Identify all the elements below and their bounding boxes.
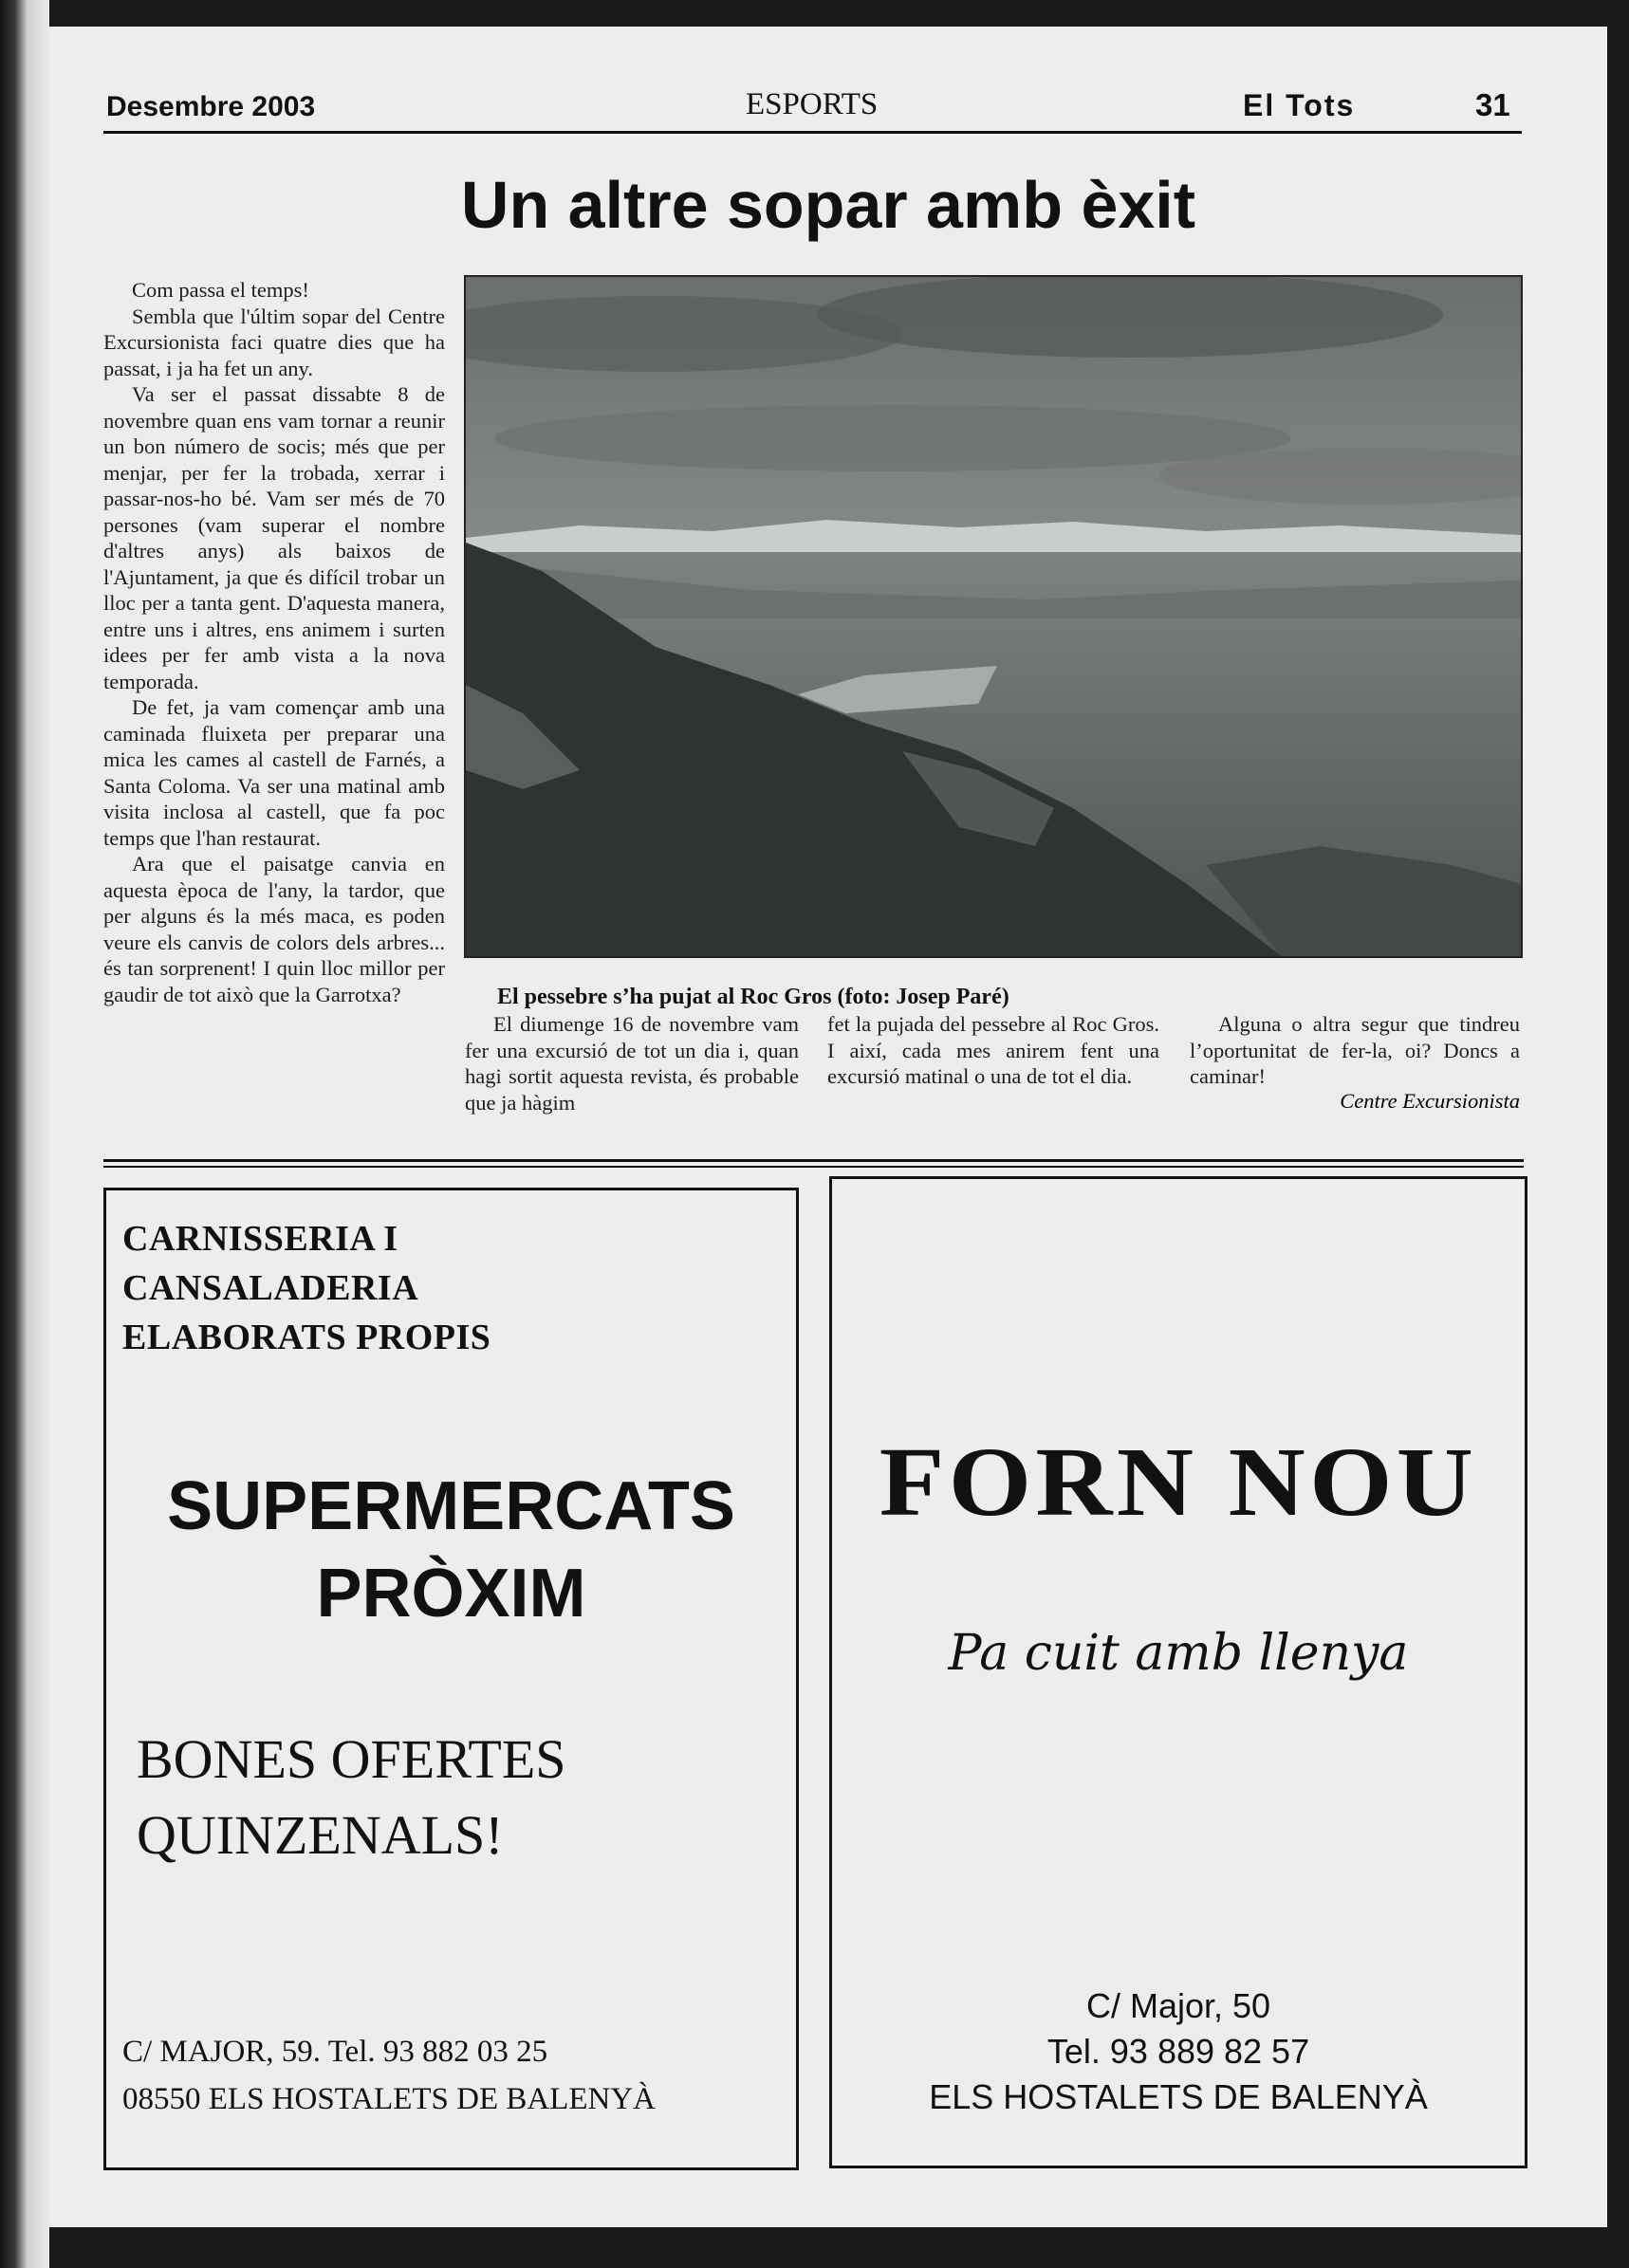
page-number: 31 (1475, 87, 1510, 122)
ad-offer-line: QUINZENALS! (137, 1804, 504, 1866)
photo-caption: El pessebre s’ha pujat al Roc Gros (foto: Josep Paré) (497, 985, 1009, 1009)
ad-tagline: Pa cuit amb llenya (948, 1625, 1409, 1682)
page-gutter (0, 0, 49, 2268)
section-divider (103, 1166, 1524, 1168)
header-publication: El Tots (1243, 88, 1356, 122)
ad-brand-name: FORN NOU (879, 1428, 1478, 1537)
paragraph: Sembla que l'últim sopar del Centre Excursionista faci quatre dies que ha passat, i ja ha fet un any. (103, 304, 445, 380)
ad-line: ELABORATS PROPIS (122, 1318, 491, 1357)
advertisement-forn-nou (829, 1176, 1527, 2168)
magazine-page (49, 27, 1607, 2227)
article-column-4: Alguna o altra segur que tindreu l’oportunitat de fer-la, oi? Doncs a caminar! (1190, 1012, 1520, 1088)
section-divider (103, 1159, 1524, 1162)
ad-phone: Tel. 93 889 82 57 (1046, 2032, 1310, 2071)
header-date: Desembre 2003 (106, 91, 316, 122)
ad-address: 08550 ELS HOSTALETS DE BALENYÀ (122, 2082, 656, 2116)
landscape-photo (464, 275, 1523, 958)
header-rule (103, 131, 1522, 134)
paragraph: Va ser el passat dissabte 8 de novembre quan ens vam tornar a reunir un bon número de socis; més que per menjar, per fer la trobada, xerrar i passar-nos-ho bé. Vam ser més de 70 persones (vam superar el nombre d'altres anys) als baixos de l'Ajuntament, ja que és difícil trobar un lloc per a tanta gent. D'aquesta manera, entre uns i altres, ens animem i surten idees per fer amb vista a la nova temporada. (103, 382, 445, 693)
article-column-1 (103, 277, 445, 1007)
ad-line: CARNISSERIA I (122, 1219, 398, 1259)
ad-brand-name: PRÒXIM (316, 1556, 586, 1632)
article-column-2: El diumenge 16 de novembre vam fer una excursió de tot un dia i, quan hagi sortit aquesta revista, és probable que ja hàgim (465, 1012, 799, 1115)
paragraph: Com passa el temps! (132, 278, 309, 302)
ad-address: ELS HOSTALETS DE BALENYÀ (929, 2077, 1428, 2116)
article-title: Un altre sopar amb èxit (460, 168, 1196, 242)
article-column-3: fet la pujada del pessebre al Roc Gros. I així, cada mes anirem fent una excursió matinal o una de tot el dia. (827, 1012, 1159, 1088)
ad-line: CANSALADERIA (122, 1268, 419, 1308)
paragraph: De fet, ja vam començar amb una caminada fluixeta per preparar una mica les cames al castell de Farnés, a Santa Coloma. Va ser una matinal amb visita inclosa al castell, que fa poc temps que l'han restaurat. (103, 695, 445, 850)
ad-offer-line: BONES OFERTES (137, 1728, 566, 1790)
header-section: ESPORTS (746, 87, 879, 121)
ad-address: C/ Major, 50 (1085, 1986, 1271, 2025)
ad-brand-name: SUPERMERCATS (167, 1468, 735, 1544)
advertisement-supermercats-proxim (103, 1188, 799, 2170)
article-signature: Centre Excursionista (1340, 1089, 1520, 1113)
paragraph: Ara que el paisatge canvia en aquesta època de l'any, la tardor, que per alguns és la més maca, es poden veure els canvis de colors dels arbres... és tan sorprenent! I quin lloc millor per gaudir de tot això que la Garrotxa? (103, 852, 445, 1006)
ad-address: C/ MAJOR, 59. Tel. 93 882 03 25 (122, 2035, 548, 2069)
